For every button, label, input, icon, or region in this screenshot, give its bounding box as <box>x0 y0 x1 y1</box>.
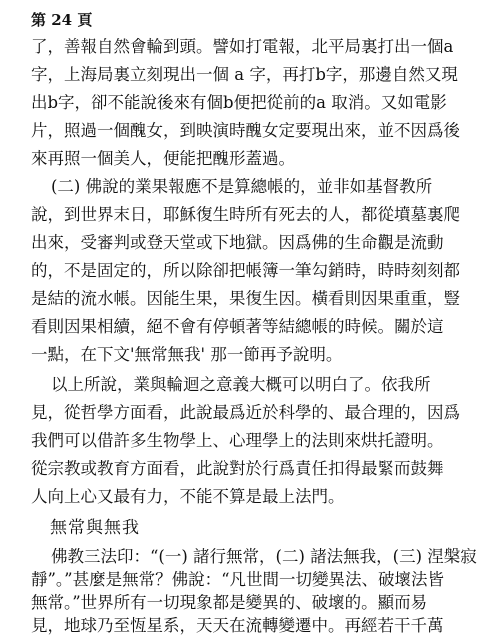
section-paragraph-line-1: 佛教三法印：“(一) 諸行無常，(二) 諸法無我，(三) 涅槃寂 <box>51 547 477 566</box>
paragraph-1-line-1: 了，善報自然會輪到頭。譬如打電報，北平局裏打出一個a <box>31 37 454 56</box>
paragraph-2-line-1: (二) 佛說的業果報應不是算總帳的，並非如基督教所 <box>51 177 433 196</box>
paragraph-2-line-5: 是結的流水帳。因能生果，果復生因。橫看則因果重重，豎 <box>31 289 460 308</box>
paragraph-3-line-5: 人向上心又最有力，不能不算是最上法門。 <box>31 487 345 506</box>
paragraph-3-line-4: 從宗教或教育方面看，此說對於行爲責任扣得最緊而鼓舞 <box>31 459 444 478</box>
paragraph-2-line-3: 出來，受審判或登天堂或下地獄。因爲佛的生命觀是流動 <box>31 233 444 252</box>
paragraph-1-line-2: 字，上海局裏立刻現出一個 a 字，再打b字，那邊自然又現 <box>31 65 458 84</box>
paragraph-3-line-2: 見，從哲學方面看，此說最爲近於科學的、最合理的，因爲 <box>31 403 460 422</box>
section-paragraph-line-4: 見，地球乃至恆星系，天天在流轉變遷中。再經若干千萬 <box>31 616 444 635</box>
page-number: 第 24 頁 <box>31 11 93 29</box>
paragraph-3-line-3: 我們可以借許多生物學上、心理學上的法則來烘托證明。 <box>31 431 444 450</box>
section-paragraph-line-2: 靜”。”甚麼是無常？佛說：“凡世間一切變異法、破壞法皆 <box>31 570 445 589</box>
paragraph-2-line-7: 一點，在下文'無常無我' 那一節再予說明。 <box>31 345 343 364</box>
paragraph-2-line-2: 說，到世界末日，耶穌復生時所有死去的人，都從墳墓裏爬 <box>31 205 460 224</box>
section-paragraph-line-3: 無常。”世界所有一切現象都是變異的、破壞的。顯而易 <box>31 593 428 612</box>
paragraph-3-line-1: 以上所說，業與輪迴之意義大概可以明白了。依我所 <box>51 375 431 394</box>
paragraph-1-line-3: 出b字，卻不能說後來有個b便把從前的a 取消。又如電影 <box>31 93 447 112</box>
paragraph-2-line-4: 的，不是固定的，所以除卻把帳簿一筆勾銷時，時時刻刻都 <box>31 261 460 280</box>
paragraph-2-line-6: 看則因果相續，絕不會有停頓著等結總帳的時候。關於這 <box>31 317 444 336</box>
section-heading: 無常與無我 <box>50 518 140 538</box>
paragraph-1-line-5: 來再照一個美人，便能把醜形蓋過。 <box>31 149 295 168</box>
paragraph-1-line-4: 片，照過一個醜女，到映演時醜女定要現出來，並不因爲後 <box>31 121 460 140</box>
